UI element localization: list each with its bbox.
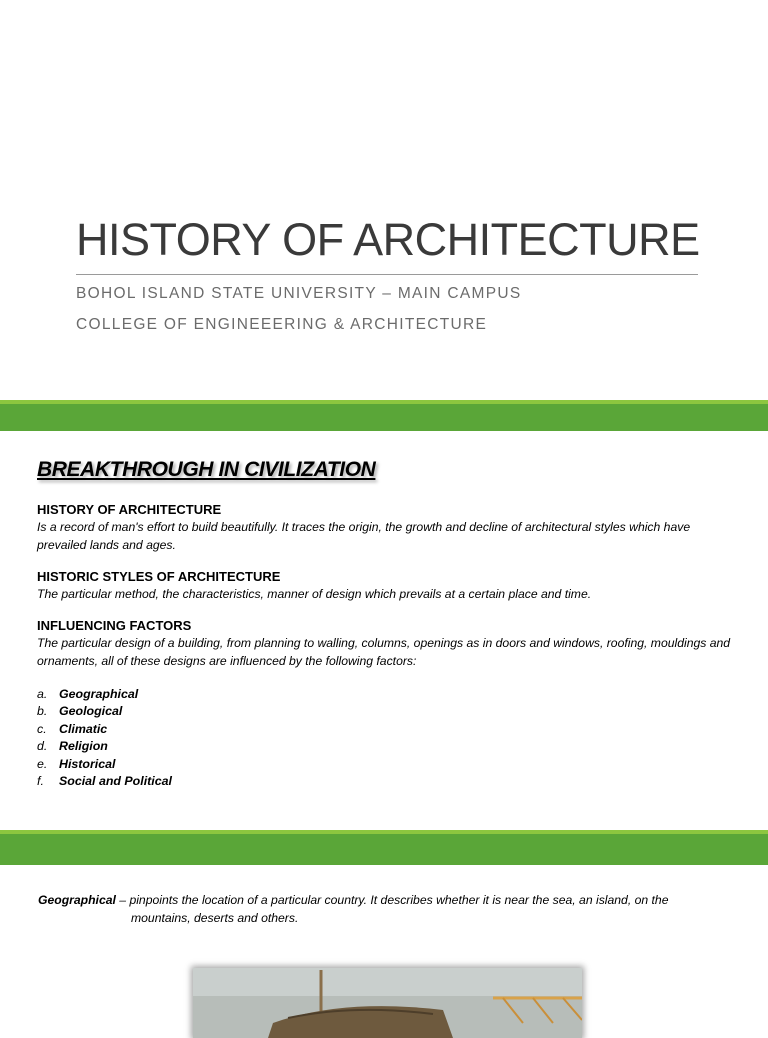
university-subtitle: BOHOL ISLAND STATE UNIVERSITY – MAIN CAMPUS (76, 285, 522, 302)
list-item (37, 721, 172, 738)
list-item-label: Historical (59, 756, 116, 771)
list-item (37, 756, 172, 773)
definition-term: Geographical (38, 893, 116, 907)
list-item (37, 686, 172, 703)
section-title-influencing-factors: INFLUENCING FACTORS (37, 618, 192, 633)
section-title-historic-styles: HISTORIC STYLES OF ARCHITECTURE (37, 569, 281, 584)
list-item-label: Religion (59, 739, 108, 754)
page-title: HISTORY OF ARCHITECTURE (76, 214, 700, 265)
factor-list (37, 686, 172, 790)
list-item-label: Geographical (59, 687, 139, 701)
slide-separator (0, 834, 768, 865)
geographical-definition (38, 892, 728, 927)
slide-separator (0, 404, 768, 431)
list-marker: f. (37, 773, 44, 788)
list-marker: c. (37, 721, 47, 736)
hut-photo-graphic (193, 968, 582, 1038)
list-marker: b. (37, 704, 48, 719)
list-item (37, 773, 172, 790)
section-title-history: HISTORY OF ARCHITECTURE (37, 502, 222, 517)
list-item (37, 703, 172, 720)
list-marker: a. (37, 687, 48, 701)
section-body-historic-styles: The particular method, the characteristics, manner of design which prevails at a certain place and time. (37, 587, 592, 601)
college-subtitle: COLLEGE OF ENGINEEERING & ARCHITECTURE (76, 316, 488, 333)
list-marker: d. (37, 739, 48, 754)
section-body-influencing-factors: The particular design of a building, from planning to walling, columns, openings as in doors and windows, roofing, mouldings and ornaments, all of these designs are influenced by the following factors: (37, 636, 731, 668)
hut-photo (193, 968, 582, 1038)
definition-text: – pinpoints the location of a particular country. It describes whether it is near the sea, an island, on the (115, 893, 669, 907)
list-item-label: Climatic (59, 721, 108, 736)
list-item-label: Social and Political (59, 773, 172, 788)
list-item (37, 738, 172, 755)
title-divider (76, 274, 698, 275)
slide-heading: BREAKTHROUGH IN CIVILIZATION (37, 458, 376, 481)
list-marker: e. (37, 756, 48, 771)
section-body-history: Is a record of man's effort to build beautifully. It traces the origin, the growth and decline of architectural styles which have prevailed lands and ages. (37, 520, 691, 552)
definition-text-continued: mountains, deserts and others. (131, 910, 299, 925)
list-item-label: Geological (59, 704, 123, 719)
